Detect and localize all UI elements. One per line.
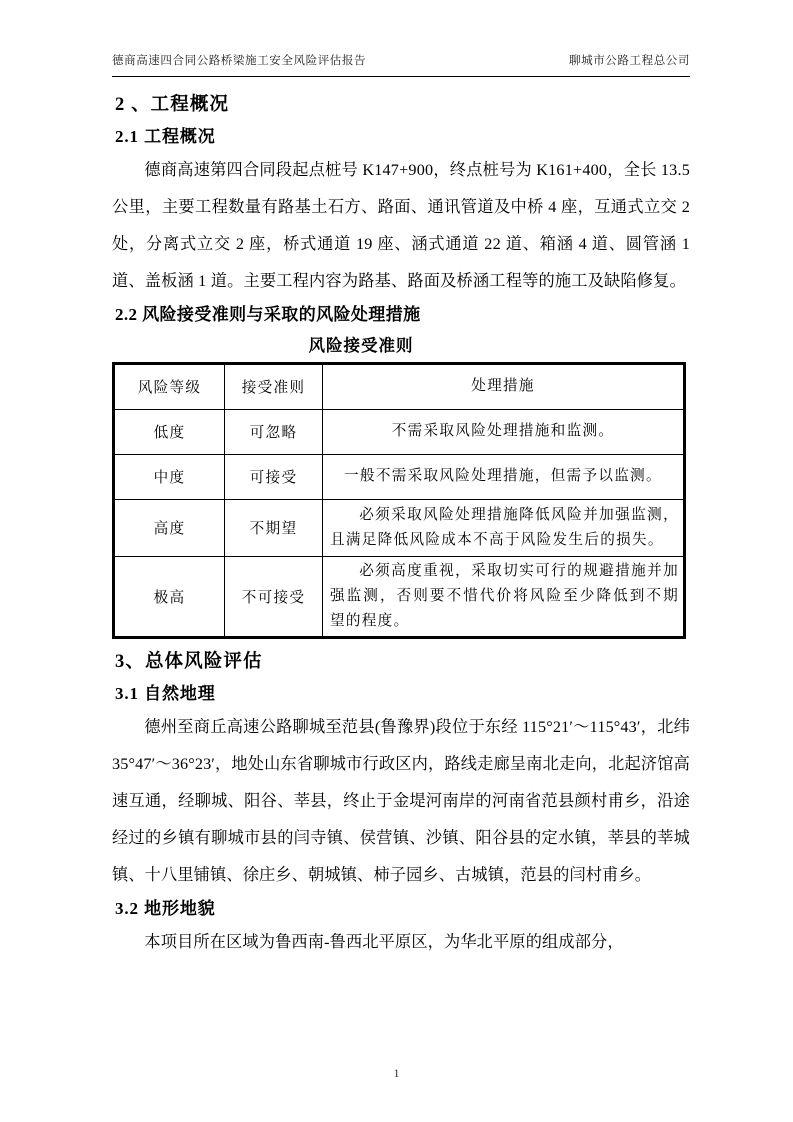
section-3-2-paragraph: 本项目所在区域为鲁西南-鲁西北平原区，为华北平原的组成部分， xyxy=(144,932,624,951)
document-content xyxy=(112,88,690,961)
page-number: 1 xyxy=(393,1066,400,1080)
cell-risk-level: 极高 xyxy=(115,556,225,636)
cell-criterion: 可接受 xyxy=(225,454,323,499)
cell-action: 必须高度重视，采取切实可行的规避措施并加强监测，否则要不惜代价将风险至少降低到不期望的程度。 xyxy=(323,556,684,636)
section-2-heading: 2 、工程概况 xyxy=(115,95,230,115)
cell-action: 必须采取风险处理措施降低风险并加强监测，且满足降低风险成本不高于风险发生后的损失。 xyxy=(323,499,684,556)
column-header-action: 处理措施 xyxy=(323,364,684,409)
section-3-2-heading: 3.2 地形地貌 xyxy=(115,898,216,918)
table-row xyxy=(115,409,684,454)
cell-action: 不需采取风险处理措施和监测。 xyxy=(323,409,684,454)
cell-action: 一般不需采取风险处理措施，但需予以监测。 xyxy=(323,454,684,499)
column-header-risk-level: 风险等级 xyxy=(115,364,225,409)
cell-criterion: 不期望 xyxy=(225,499,323,556)
section-3-1-paragraph: 德州至商丘高速公路聊城至范县(鲁豫界)段位于东经 115°21′～115°43′，北纬 35°47′～36°23′，地处山东省聊城市行政区内，路线走廊呈南北走向，北起济馆高速互通，经聊城、阳谷、莘县，终止于金堤河南岸的河南省范县颜村甫乡，沿途经过的乡镇有聊城市县的闫寺镇、侯营镇、沙镇、阳谷县的定水镇，莘县的莘城镇、十八里铺镇、徐庄乡、朝城镇、柿子园乡、古城镇，范县的闫村甫乡。 xyxy=(112,717,690,884)
section-2-1-heading: 2.1 工程概况 xyxy=(115,126,216,146)
section-2-2-heading: 2.2 风险接受准则与采取的风险处理措施 xyxy=(115,304,421,324)
cell-criterion: 可忽略 xyxy=(225,409,323,454)
cell-criterion: 不可接受 xyxy=(225,556,323,636)
risk-acceptance-table xyxy=(114,364,684,637)
risk-acceptance-table-wrapper xyxy=(112,362,686,639)
cell-risk-level: 中度 xyxy=(115,454,225,499)
table-header-row xyxy=(115,364,684,409)
header-title-left: 德商高速四合同公路桥梁施工安全风险评估报告 xyxy=(112,55,367,67)
section-2-1-paragraph: 德商高速第四合同段起点桩号 K147+900，终点桩号为 K161+400，全长 13.5 公里，主要工程数量有路基土石方、路面、通讯管道及中桥 4 座，互通式立交 2 处，分离式立交 2 座，桥式通道 19 座、涵式通道 22 道、箱涵 4 道、圆管涵 1 道、盖板涵 1 道。主要工程内容为路基、路面及桥涵工程等的施工及缺陷修复。 xyxy=(112,160,690,290)
cell-risk-level: 低度 xyxy=(115,409,225,454)
section-3-heading: 3、总体风险评估 xyxy=(115,651,263,672)
table-row xyxy=(115,454,684,499)
table-caption: 风险接受准则 xyxy=(308,335,414,355)
table-row xyxy=(115,556,684,636)
header-divider xyxy=(112,76,690,77)
header-title-right: 聊城市公路工程总公司 xyxy=(569,55,690,67)
table-row xyxy=(115,499,684,556)
page-header xyxy=(112,52,690,68)
section-3-1-heading: 3.1 自然地理 xyxy=(115,683,216,703)
column-header-criterion: 接受准则 xyxy=(225,364,323,409)
cell-risk-level: 高度 xyxy=(115,499,225,556)
